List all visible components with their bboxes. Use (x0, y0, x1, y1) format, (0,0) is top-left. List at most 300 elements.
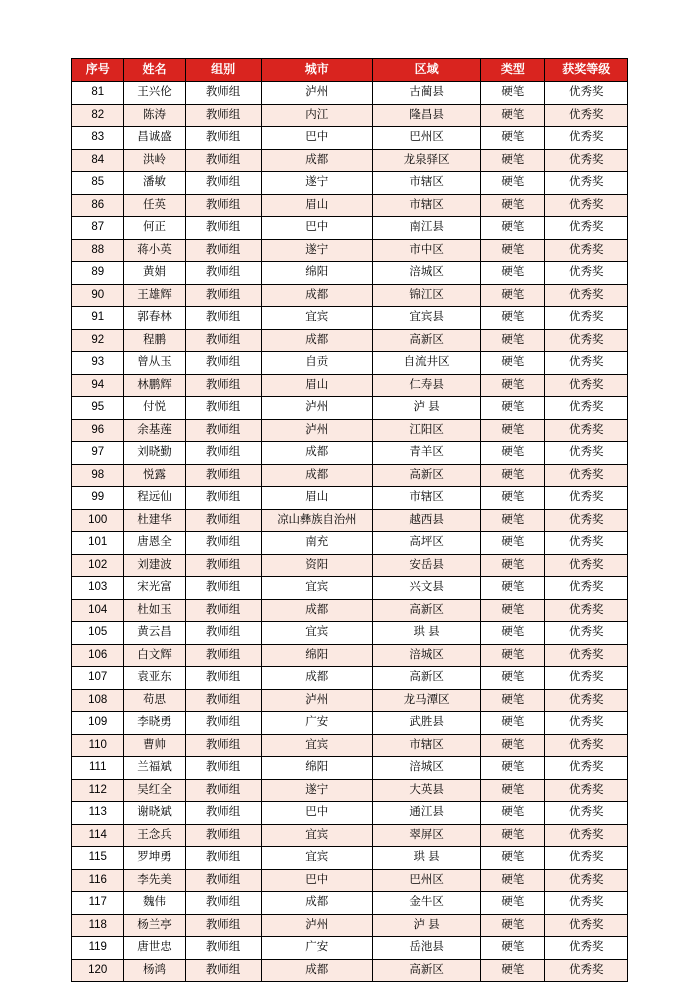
cell-award-level: 优秀奖 (545, 532, 628, 555)
cell-city: 广安 (261, 937, 372, 960)
cell-district: 隆昌县 (373, 104, 481, 127)
table-row (72, 892, 628, 915)
cell-name: 李晓勇 (124, 712, 185, 735)
cell-district: 珙 县 (373, 847, 481, 870)
cell-index: 108 (72, 689, 124, 712)
cell-type: 硬笔 (481, 284, 545, 307)
table-row (72, 217, 628, 240)
cell-district: 兴文县 (373, 577, 481, 600)
cell-index: 86 (72, 194, 124, 217)
table-row (72, 397, 628, 420)
cell-district: 大英县 (373, 779, 481, 802)
cell-award-level: 优秀奖 (545, 644, 628, 667)
table-row (72, 847, 628, 870)
cell-district: 金牛区 (373, 892, 481, 915)
cell-group: 教师组 (185, 599, 261, 622)
cell-city: 宜宾 (261, 824, 372, 847)
cell-name: 杜如玉 (124, 599, 185, 622)
cell-group: 教师组 (185, 554, 261, 577)
cell-award-level: 优秀奖 (545, 824, 628, 847)
cell-name: 谢晓斌 (124, 802, 185, 825)
table-row (72, 284, 628, 307)
cell-index: 105 (72, 622, 124, 645)
cell-group: 教师组 (185, 374, 261, 397)
cell-type: 硬笔 (481, 532, 545, 555)
cell-award-level: 优秀奖 (545, 284, 628, 307)
cell-index: 112 (72, 779, 124, 802)
cell-district: 市辖区 (373, 194, 481, 217)
cell-award-level: 优秀奖 (545, 194, 628, 217)
table-row (72, 824, 628, 847)
cell-name: 袁亚东 (124, 667, 185, 690)
table-row (72, 509, 628, 532)
cell-type: 硬笔 (481, 194, 545, 217)
cell-city: 绵阳 (261, 262, 372, 285)
cell-city: 资阳 (261, 554, 372, 577)
cell-city: 泸州 (261, 419, 372, 442)
cell-index: 114 (72, 824, 124, 847)
table-row (72, 554, 628, 577)
cell-type: 硬笔 (481, 712, 545, 735)
cell-index: 100 (72, 509, 124, 532)
cell-index: 118 (72, 914, 124, 937)
cell-type: 硬笔 (481, 487, 545, 510)
cell-city: 巴中 (261, 869, 372, 892)
cell-index: 102 (72, 554, 124, 577)
cell-type: 硬笔 (481, 509, 545, 532)
table-row (72, 532, 628, 555)
cell-group: 教师组 (185, 892, 261, 915)
cell-district: 岳池县 (373, 937, 481, 960)
cell-group: 教师组 (185, 104, 261, 127)
cell-index: 87 (72, 217, 124, 240)
cell-district: 泸 县 (373, 914, 481, 937)
cell-index: 110 (72, 734, 124, 757)
table-row (72, 644, 628, 667)
cell-type: 硬笔 (481, 217, 545, 240)
cell-name: 魏伟 (124, 892, 185, 915)
cell-city: 成都 (261, 599, 372, 622)
cell-name: 付悦 (124, 397, 185, 420)
cell-name: 悦露 (124, 464, 185, 487)
cell-group: 教师组 (185, 262, 261, 285)
cell-type: 硬笔 (481, 802, 545, 825)
cell-city: 遂宁 (261, 239, 372, 262)
cell-index: 111 (72, 757, 124, 780)
cell-district: 古蔺县 (373, 82, 481, 105)
cell-district: 高新区 (373, 667, 481, 690)
cell-award-level: 优秀奖 (545, 307, 628, 330)
cell-group: 教师组 (185, 757, 261, 780)
table-row (72, 374, 628, 397)
table-row (72, 577, 628, 600)
cell-award-level: 优秀奖 (545, 554, 628, 577)
cell-type: 硬笔 (481, 442, 545, 465)
cell-group: 教师组 (185, 397, 261, 420)
cell-name: 曾从玉 (124, 352, 185, 375)
cell-name: 黄云昌 (124, 622, 185, 645)
cell-city: 巴中 (261, 217, 372, 240)
cell-district: 高新区 (373, 329, 481, 352)
cell-award-level: 优秀奖 (545, 374, 628, 397)
cell-index: 107 (72, 667, 124, 690)
cell-city: 成都 (261, 442, 372, 465)
cell-district: 宜宾县 (373, 307, 481, 330)
cell-name: 曹帅 (124, 734, 185, 757)
cell-type: 硬笔 (481, 127, 545, 150)
cell-type: 硬笔 (481, 82, 545, 105)
cell-district: 市辖区 (373, 172, 481, 195)
cell-district: 江阳区 (373, 419, 481, 442)
table-row (72, 712, 628, 735)
table-row (72, 487, 628, 510)
cell-type: 硬笔 (481, 329, 545, 352)
cell-award-level: 优秀奖 (545, 82, 628, 105)
cell-type: 硬笔 (481, 374, 545, 397)
cell-name: 李先美 (124, 869, 185, 892)
cell-city: 成都 (261, 959, 372, 982)
cell-district: 青羊区 (373, 442, 481, 465)
cell-index: 92 (72, 329, 124, 352)
cell-index: 96 (72, 419, 124, 442)
cell-name: 王兴伦 (124, 82, 185, 105)
cell-type: 硬笔 (481, 622, 545, 645)
cell-city: 凉山彝族自治州 (261, 509, 372, 532)
cell-group: 教师组 (185, 127, 261, 150)
cell-district: 自流井区 (373, 352, 481, 375)
cell-award-level: 优秀奖 (545, 869, 628, 892)
cell-index: 104 (72, 599, 124, 622)
cell-city: 内江 (261, 104, 372, 127)
table-body (72, 82, 628, 982)
cell-city: 遂宁 (261, 172, 372, 195)
cell-city: 泸州 (261, 689, 372, 712)
cell-city: 自贡 (261, 352, 372, 375)
cell-award-level: 优秀奖 (545, 172, 628, 195)
cell-index: 120 (72, 959, 124, 982)
cell-group: 教师组 (185, 644, 261, 667)
table-row (72, 622, 628, 645)
table-row (72, 419, 628, 442)
cell-district: 巴州区 (373, 869, 481, 892)
table-row (72, 172, 628, 195)
cell-name: 林鹏辉 (124, 374, 185, 397)
cell-name: 任英 (124, 194, 185, 217)
cell-group: 教师组 (185, 959, 261, 982)
cell-district: 巴州区 (373, 127, 481, 150)
cell-name: 程远仙 (124, 487, 185, 510)
cell-city: 南充 (261, 532, 372, 555)
cell-name: 兰福斌 (124, 757, 185, 780)
cell-index: 103 (72, 577, 124, 600)
cell-award-level: 优秀奖 (545, 577, 628, 600)
cell-award-level: 优秀奖 (545, 442, 628, 465)
cell-index: 81 (72, 82, 124, 105)
cell-group: 教师组 (185, 937, 261, 960)
cell-name: 余基莲 (124, 419, 185, 442)
cell-index: 98 (72, 464, 124, 487)
cell-group: 教师组 (185, 734, 261, 757)
cell-award-level: 优秀奖 (545, 149, 628, 172)
cell-group: 教师组 (185, 914, 261, 937)
table-row (72, 194, 628, 217)
cell-type: 硬笔 (481, 869, 545, 892)
column-header-type: 类型 (481, 59, 545, 82)
table-row (72, 352, 628, 375)
cell-name: 郭春林 (124, 307, 185, 330)
cell-district: 锦江区 (373, 284, 481, 307)
cell-name: 昌诚盛 (124, 127, 185, 150)
cell-type: 硬笔 (481, 464, 545, 487)
cell-award-level: 优秀奖 (545, 509, 628, 532)
cell-index: 83 (72, 127, 124, 150)
cell-city: 眉山 (261, 374, 372, 397)
cell-city: 成都 (261, 464, 372, 487)
table-row (72, 464, 628, 487)
cell-type: 硬笔 (481, 914, 545, 937)
column-header-district: 区域 (373, 59, 481, 82)
cell-index: 91 (72, 307, 124, 330)
table-row (72, 734, 628, 757)
cell-type: 硬笔 (481, 734, 545, 757)
cell-type: 硬笔 (481, 824, 545, 847)
cell-district: 高新区 (373, 464, 481, 487)
cell-city: 绵阳 (261, 644, 372, 667)
cell-city: 遂宁 (261, 779, 372, 802)
cell-group: 教师组 (185, 622, 261, 645)
cell-city: 绵阳 (261, 757, 372, 780)
cell-group: 教师组 (185, 464, 261, 487)
cell-type: 硬笔 (481, 689, 545, 712)
cell-district: 武胜县 (373, 712, 481, 735)
cell-group: 教师组 (185, 352, 261, 375)
cell-name: 唐恩全 (124, 532, 185, 555)
cell-group: 教师组 (185, 329, 261, 352)
cell-city: 泸州 (261, 397, 372, 420)
cell-award-level: 优秀奖 (545, 217, 628, 240)
cell-type: 硬笔 (481, 397, 545, 420)
table-row (72, 149, 628, 172)
cell-name: 何正 (124, 217, 185, 240)
cell-index: 97 (72, 442, 124, 465)
cell-name: 苟思 (124, 689, 185, 712)
table-row (72, 689, 628, 712)
cell-city: 眉山 (261, 194, 372, 217)
cell-index: 106 (72, 644, 124, 667)
cell-name: 王念兵 (124, 824, 185, 847)
cell-group: 教师组 (185, 667, 261, 690)
table-row (72, 307, 628, 330)
cell-district: 市辖区 (373, 487, 481, 510)
cell-group: 教师组 (185, 847, 261, 870)
cell-group: 教师组 (185, 284, 261, 307)
cell-group: 教师组 (185, 712, 261, 735)
cell-district: 龙马潭区 (373, 689, 481, 712)
cell-type: 硬笔 (481, 644, 545, 667)
table-row (72, 937, 628, 960)
cell-award-level: 优秀奖 (545, 622, 628, 645)
cell-index: 99 (72, 487, 124, 510)
cell-type: 硬笔 (481, 577, 545, 600)
cell-type: 硬笔 (481, 419, 545, 442)
cell-index: 85 (72, 172, 124, 195)
cell-name: 刘晓勤 (124, 442, 185, 465)
cell-city: 巴中 (261, 802, 372, 825)
cell-name: 王雄辉 (124, 284, 185, 307)
award-list-table (71, 58, 628, 982)
cell-award-level: 优秀奖 (545, 959, 628, 982)
cell-name: 吴红全 (124, 779, 185, 802)
cell-index: 88 (72, 239, 124, 262)
cell-name: 杜建华 (124, 509, 185, 532)
column-header-award-level: 获奖等级 (545, 59, 628, 82)
cell-type: 硬笔 (481, 554, 545, 577)
cell-group: 教师组 (185, 239, 261, 262)
cell-group: 教师组 (185, 442, 261, 465)
cell-group: 教师组 (185, 487, 261, 510)
cell-city: 成都 (261, 329, 372, 352)
cell-name: 刘建波 (124, 554, 185, 577)
cell-index: 116 (72, 869, 124, 892)
cell-award-level: 优秀奖 (545, 802, 628, 825)
table-row (72, 262, 628, 285)
cell-type: 硬笔 (481, 262, 545, 285)
cell-type: 硬笔 (481, 959, 545, 982)
cell-index: 115 (72, 847, 124, 870)
cell-city: 宜宾 (261, 847, 372, 870)
cell-name: 陈涛 (124, 104, 185, 127)
cell-city: 广安 (261, 712, 372, 735)
cell-award-level: 优秀奖 (545, 127, 628, 150)
cell-district: 高坪区 (373, 532, 481, 555)
cell-type: 硬笔 (481, 352, 545, 375)
cell-city: 宜宾 (261, 622, 372, 645)
cell-city: 宜宾 (261, 307, 372, 330)
cell-index: 113 (72, 802, 124, 825)
cell-district: 珙 县 (373, 622, 481, 645)
cell-index: 89 (72, 262, 124, 285)
cell-index: 93 (72, 352, 124, 375)
cell-type: 硬笔 (481, 172, 545, 195)
table-row (72, 757, 628, 780)
cell-district: 越西县 (373, 509, 481, 532)
cell-type: 硬笔 (481, 779, 545, 802)
cell-group: 教师组 (185, 307, 261, 330)
table-header-row (72, 59, 628, 82)
cell-group: 教师组 (185, 689, 261, 712)
cell-award-level: 优秀奖 (545, 667, 628, 690)
cell-name: 蒋小英 (124, 239, 185, 262)
table-row (72, 104, 628, 127)
cell-award-level: 优秀奖 (545, 712, 628, 735)
cell-city: 巴中 (261, 127, 372, 150)
cell-index: 119 (72, 937, 124, 960)
cell-name: 唐世忠 (124, 937, 185, 960)
cell-group: 教师组 (185, 869, 261, 892)
cell-award-level: 优秀奖 (545, 329, 628, 352)
cell-district: 高新区 (373, 599, 481, 622)
cell-type: 硬笔 (481, 757, 545, 780)
cell-name: 程鹏 (124, 329, 185, 352)
cell-name: 杨鸿 (124, 959, 185, 982)
cell-index: 82 (72, 104, 124, 127)
cell-award-level: 优秀奖 (545, 847, 628, 870)
cell-type: 硬笔 (481, 307, 545, 330)
cell-award-level: 优秀奖 (545, 734, 628, 757)
cell-type: 硬笔 (481, 149, 545, 172)
cell-name: 杨兰亭 (124, 914, 185, 937)
cell-group: 教师组 (185, 419, 261, 442)
cell-award-level: 优秀奖 (545, 397, 628, 420)
column-header-name: 姓名 (124, 59, 185, 82)
cell-district: 安岳县 (373, 554, 481, 577)
cell-type: 硬笔 (481, 667, 545, 690)
cell-award-level: 优秀奖 (545, 892, 628, 915)
cell-award-level: 优秀奖 (545, 599, 628, 622)
cell-index: 117 (72, 892, 124, 915)
cell-city: 眉山 (261, 487, 372, 510)
table-header (72, 59, 628, 82)
cell-district: 涪城区 (373, 757, 481, 780)
cell-name: 白文辉 (124, 644, 185, 667)
table-row (72, 667, 628, 690)
table-row (72, 802, 628, 825)
cell-group: 教师组 (185, 82, 261, 105)
cell-index: 95 (72, 397, 124, 420)
cell-award-level: 优秀奖 (545, 937, 628, 960)
cell-award-level: 优秀奖 (545, 487, 628, 510)
cell-name: 黄娟 (124, 262, 185, 285)
cell-award-level: 优秀奖 (545, 262, 628, 285)
table-row (72, 239, 628, 262)
cell-award-level: 优秀奖 (545, 104, 628, 127)
cell-award-level: 优秀奖 (545, 757, 628, 780)
cell-district: 市辖区 (373, 734, 481, 757)
cell-district: 南江县 (373, 217, 481, 240)
cell-district: 通江县 (373, 802, 481, 825)
cell-district: 仁寿县 (373, 374, 481, 397)
cell-city: 泸州 (261, 82, 372, 105)
column-header-index: 序号 (72, 59, 124, 82)
cell-district: 市中区 (373, 239, 481, 262)
cell-name: 洪岭 (124, 149, 185, 172)
cell-type: 硬笔 (481, 892, 545, 915)
cell-group: 教师组 (185, 532, 261, 555)
cell-district: 龙泉驿区 (373, 149, 481, 172)
cell-group: 教师组 (185, 194, 261, 217)
cell-name: 罗坤勇 (124, 847, 185, 870)
cell-type: 硬笔 (481, 937, 545, 960)
cell-group: 教师组 (185, 149, 261, 172)
table-row (72, 127, 628, 150)
cell-district: 涪城区 (373, 262, 481, 285)
cell-type: 硬笔 (481, 599, 545, 622)
cell-index: 84 (72, 149, 124, 172)
cell-award-level: 优秀奖 (545, 239, 628, 262)
cell-city: 泸州 (261, 914, 372, 937)
table-row (72, 869, 628, 892)
table-row (72, 779, 628, 802)
cell-type: 硬笔 (481, 239, 545, 262)
cell-district: 高新区 (373, 959, 481, 982)
cell-index: 109 (72, 712, 124, 735)
table-row (72, 914, 628, 937)
cell-city: 成都 (261, 892, 372, 915)
cell-name: 宋光富 (124, 577, 185, 600)
cell-name: 潘敏 (124, 172, 185, 195)
award-list-table-container (71, 58, 628, 982)
cell-city: 宜宾 (261, 734, 372, 757)
